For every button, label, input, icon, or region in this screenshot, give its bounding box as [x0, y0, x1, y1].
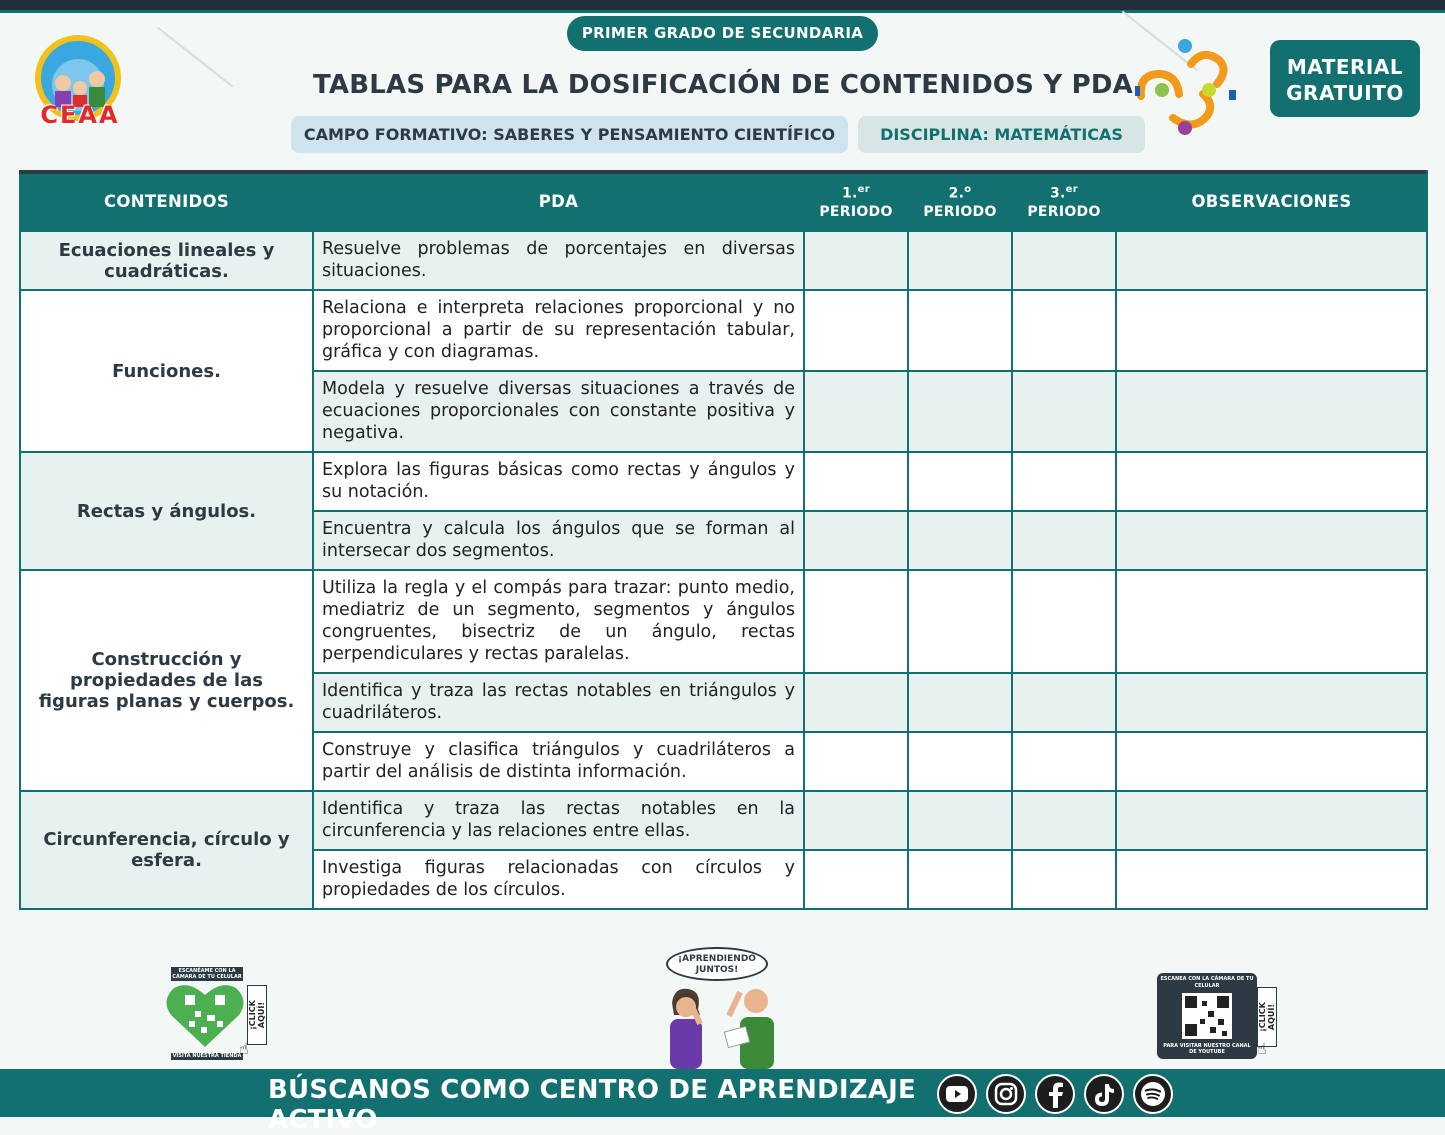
speech-bubble: ¡APRENDIENDO JUNTOS!: [666, 947, 768, 981]
top-border-accent: [0, 10, 1445, 13]
period-2-cell[interactable]: [908, 570, 1012, 673]
period-3-cell[interactable]: [1012, 850, 1116, 909]
discipline-label: DISCIPLINA: MATEMÁTICAS: [858, 116, 1145, 153]
qr-code-icon: [1182, 993, 1232, 1039]
qr-left-caption-top: ESCANÉAME CON LA CÁMARA DE TU CELULAR: [172, 968, 242, 980]
table-row: [20, 570, 1427, 673]
header-pda: PDA: [313, 171, 804, 231]
pda-cell: Identifica y traza las rectas notables en la circunferencia y las relaciones entre ellas.: [313, 791, 804, 850]
observations-cell[interactable]: [1116, 673, 1427, 732]
observations-cell[interactable]: [1116, 791, 1427, 850]
period-2-cell[interactable]: [908, 791, 1012, 850]
content-cell: Rectas y ángulos.: [20, 452, 313, 570]
table-row: [20, 452, 1427, 511]
period-1-cell[interactable]: [804, 511, 908, 570]
emblem-icon: [1133, 38, 1238, 140]
period-3-cell[interactable]: [1012, 290, 1116, 371]
period-1-sup: er: [857, 184, 870, 196]
qr-left-caption-bottom: VISITA NUESTRA TIENDA: [172, 1053, 242, 1059]
period-2-cell[interactable]: [908, 732, 1012, 791]
period-1-cell[interactable]: [804, 570, 908, 673]
qr-right-click-label: ¡CLICK AQUÍ!: [1257, 987, 1277, 1047]
facebook-icon[interactable]: [1035, 1074, 1075, 1114]
period-3-cell[interactable]: [1012, 511, 1116, 570]
qr-right-caption-top: ESCANEA CON LA CÁMARA DE TU CELULAR: [1160, 976, 1254, 989]
hand-cursor-icon: ☝: [1257, 1039, 1267, 1058]
pda-cell: Explora las figuras básicas como rectas y ángulos y su notación.: [313, 452, 804, 511]
footer-text: BÚSCANOS COMO CENTRO DE APRENDIZAJE ACTIVO: [268, 1075, 916, 1135]
pda-cell: Construye y clasifica triángulos y cuadriláteros a partir del análisis de distinta información.: [313, 732, 804, 791]
table-top-border: [19, 170, 1426, 174]
period-1-cell[interactable]: [804, 850, 908, 909]
header-period-1: [804, 171, 908, 231]
logo-text: CEAA: [40, 101, 120, 129]
tiktok-icon[interactable]: [1084, 1074, 1124, 1114]
period-3-cell[interactable]: [1012, 570, 1116, 673]
qr-left-click-label: ¡CLICK AQUÍ!: [247, 985, 267, 1045]
badge-line-2: GRATUITO: [1286, 81, 1404, 105]
period-3-sup: er: [1065, 184, 1078, 196]
period-1-number: 1.: [842, 185, 858, 202]
free-material-badge: [1270, 40, 1420, 117]
period-2-number: 2.: [948, 185, 965, 202]
period-2-cell[interactable]: [908, 452, 1012, 511]
observations-cell[interactable]: [1116, 570, 1427, 673]
formative-field-label: CAMPO FORMATIVO: SABERES Y PENSAMIENTO CIENTÍFICO: [291, 116, 848, 153]
period-3-cell[interactable]: [1012, 673, 1116, 732]
period-3-cell[interactable]: [1012, 452, 1116, 511]
period-3-cell[interactable]: [1012, 732, 1116, 791]
dosification-table: [19, 170, 1426, 910]
period-1-cell[interactable]: [804, 791, 908, 850]
observations-cell[interactable]: [1116, 732, 1427, 791]
period-2-sup: o: [964, 184, 972, 196]
header-period-2: [908, 171, 1012, 231]
observations-cell[interactable]: [1116, 850, 1427, 909]
table-row: [20, 290, 1427, 371]
period-3-number: 3.: [1050, 185, 1066, 202]
period-2-cell[interactable]: [908, 290, 1012, 371]
period-3-label: PERIODO: [1027, 203, 1101, 220]
store-qr-code[interactable]: [165, 965, 265, 1063]
youtube-icon[interactable]: [937, 1074, 977, 1114]
youtube-qr-code[interactable]: [1157, 973, 1277, 1061]
qr-right-caption-bottom: PARA VISITAR NUESTRO CANAL DE YOUTUBE: [1163, 1043, 1251, 1055]
content-cell: Ecuaciones lineales y cuadráticas.: [20, 231, 313, 290]
period-2-cell[interactable]: [908, 673, 1012, 732]
period-1-cell[interactable]: [804, 231, 908, 290]
period-2-cell[interactable]: [908, 511, 1012, 570]
hand-cursor-icon: ☝: [239, 1039, 249, 1058]
period-1-cell[interactable]: [804, 673, 908, 732]
table-row: [20, 791, 1427, 850]
observations-cell[interactable]: [1116, 452, 1427, 511]
mascots-illustration: [662, 943, 784, 1069]
observations-cell[interactable]: [1116, 231, 1427, 290]
period-3-cell[interactable]: [1012, 371, 1116, 452]
pda-cell: Relaciona e interpreta relaciones proporcional y no proporcional a partir de su representación tabular, gráfica y con diagramas.: [313, 290, 804, 371]
period-2-cell[interactable]: [908, 850, 1012, 909]
observations-cell[interactable]: [1116, 511, 1427, 570]
period-1-label: PERIODO: [819, 203, 893, 220]
pda-cell: Encuentra y calcula los ángulos que se forman al intersecar dos segmentos.: [313, 511, 804, 570]
pda-cell: Identifica y traza las rectas notables en triángulos y cuadriláteros.: [313, 673, 804, 732]
instagram-icon[interactable]: [986, 1074, 1026, 1114]
period-1-cell[interactable]: [804, 371, 908, 452]
header-observations: OBSERVACIONES: [1116, 171, 1427, 231]
observations-cell[interactable]: [1116, 371, 1427, 452]
spotify-icon[interactable]: [1133, 1074, 1173, 1114]
pda-cell: Resuelve problemas de porcentajes en diversas situaciones.: [313, 231, 804, 290]
period-3-cell[interactable]: [1012, 791, 1116, 850]
period-1-cell[interactable]: [804, 290, 908, 371]
period-2-label: PERIODO: [923, 203, 997, 220]
period-1-cell[interactable]: [804, 732, 908, 791]
grade-label: PRIMER GRADO DE SECUNDARIA: [567, 16, 878, 51]
period-3-cell[interactable]: [1012, 231, 1116, 290]
content-cell: Construcción y propiedades de las figuras planas y cuerpos.: [20, 570, 313, 791]
period-2-cell[interactable]: [908, 231, 1012, 290]
page-title: TABLAS PARA LA DOSIFICACIÓN DE CONTENIDOS Y PDA: [312, 70, 1133, 100]
pda-cell: Utiliza la regla y el compás para trazar: punto medio, mediatriz de un segmento, segmentos y ángulos congruentes, bisectriz de un ángulo, rectas perpendiculares y rectas paralelas.: [313, 570, 804, 673]
pda-cell: Modela y resuelve diversas situaciones a través de ecuaciones proporcionales con constante positiva y negativa.: [313, 371, 804, 452]
header-contents: CONTENIDOS: [20, 171, 313, 231]
period-2-cell[interactable]: [908, 371, 1012, 452]
top-border: [0, 0, 1445, 10]
ceaa-logo: [25, 33, 135, 133]
period-1-cell[interactable]: [804, 452, 908, 511]
content-cell: Funciones.: [20, 290, 313, 452]
badge-line-1: MATERIAL: [1286, 55, 1404, 79]
observations-cell[interactable]: [1116, 290, 1427, 371]
table-row: [20, 231, 1427, 290]
pda-cell: Investiga figuras relacionadas con círculos y propiedades de los círculos.: [313, 850, 804, 909]
header-period-3: [1012, 171, 1116, 231]
content-cell: Circunferencia, círculo y esfera.: [20, 791, 313, 909]
